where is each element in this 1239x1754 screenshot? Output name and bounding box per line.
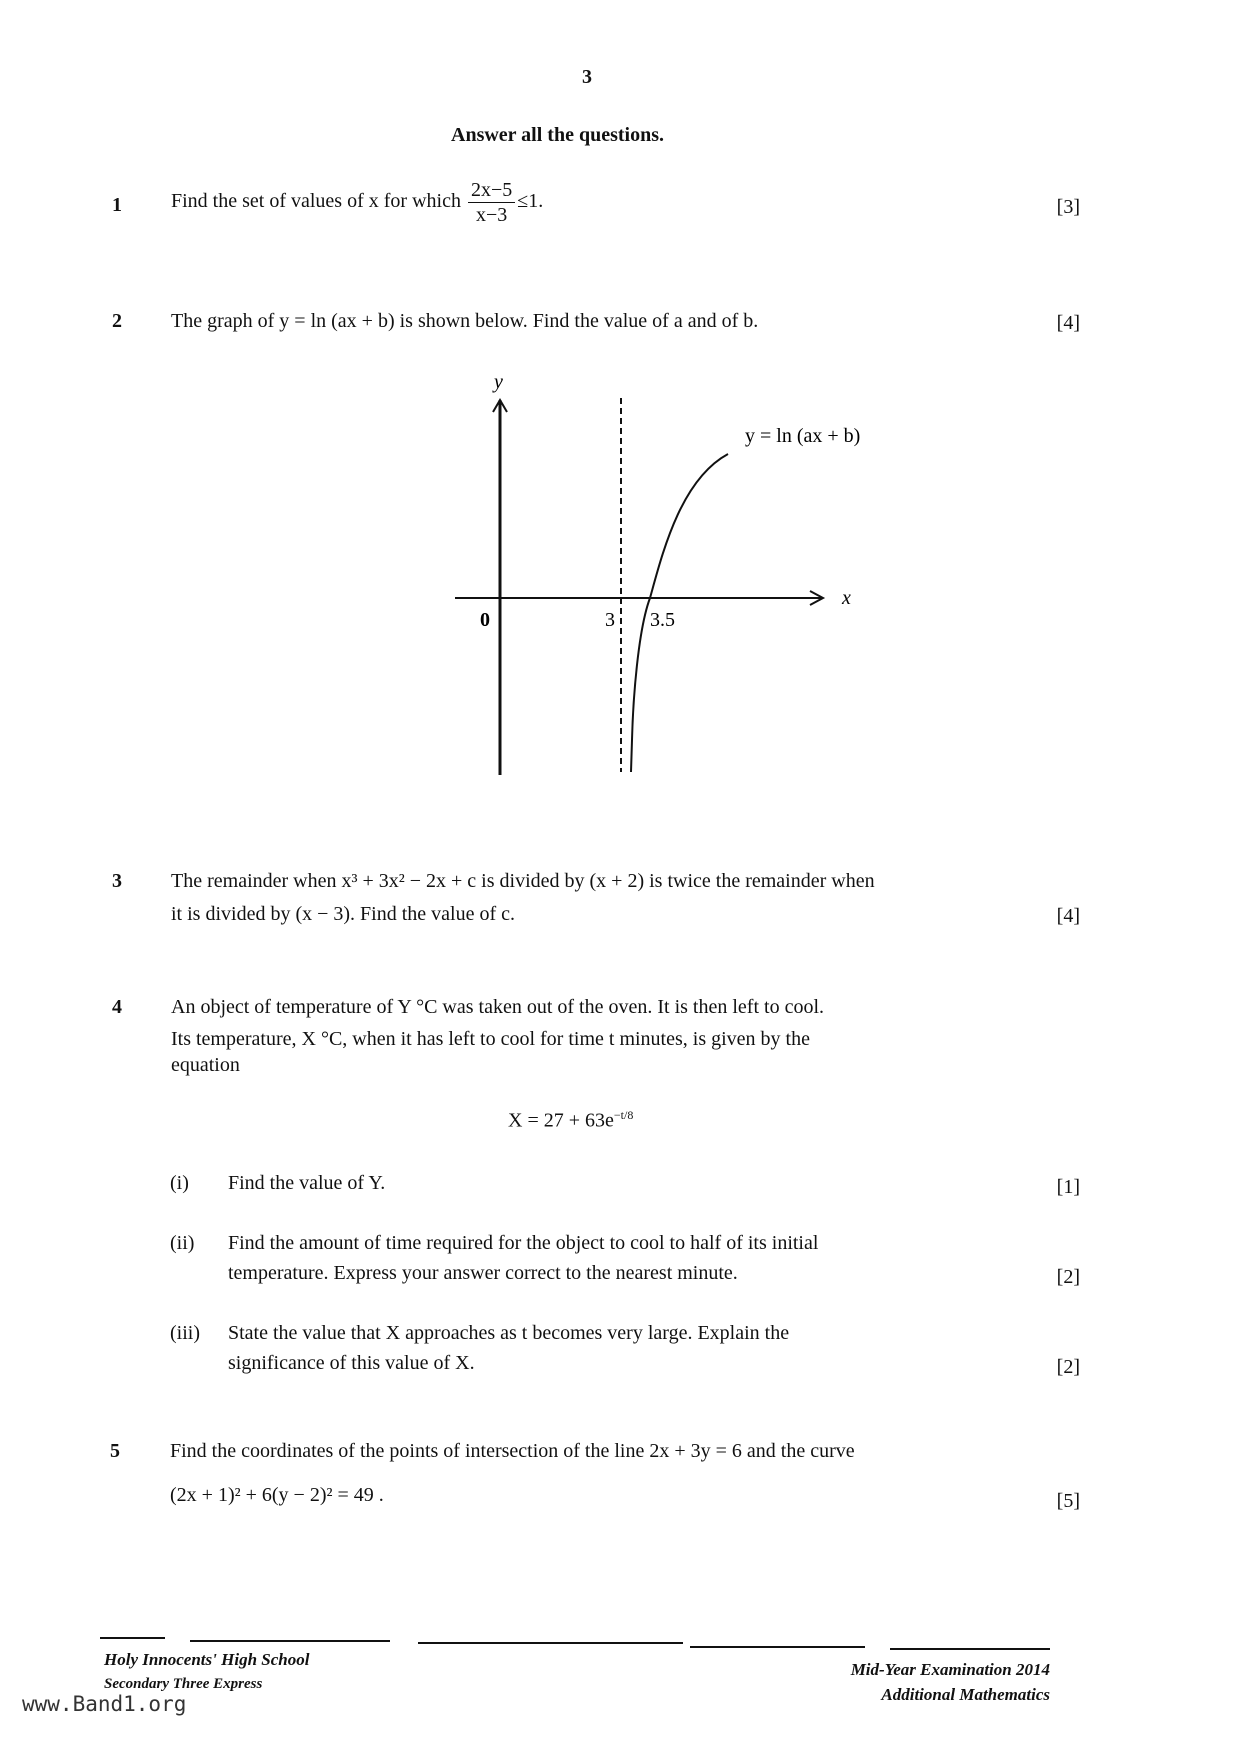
marks: [4] xyxy=(1056,312,1080,334)
fraction-numerator: 2x−5 xyxy=(468,178,515,203)
footer-exam: Mid-Year Examination 2014 xyxy=(850,1660,1050,1679)
origin-label: 0 xyxy=(480,609,490,631)
footer-rule xyxy=(100,1637,165,1639)
x-axis-label: x xyxy=(842,587,851,609)
footer-level: Secondary Three Express xyxy=(104,1676,263,1692)
marks: [4] xyxy=(1056,905,1080,927)
instructions-heading: Answer all the questions. xyxy=(451,124,664,146)
footer-school: Holy Innocents' High School xyxy=(104,1650,310,1669)
watermark: www.Band1.org xyxy=(22,1692,187,1716)
question-number: 2 xyxy=(112,310,122,332)
question-text-line: (2x + 1)² + 6(y − 2)² = 49 . xyxy=(170,1484,384,1506)
equation xyxy=(508,1108,633,1133)
footer-rule xyxy=(890,1648,1050,1650)
equation-main: X = 27 + 63e xyxy=(508,1109,614,1132)
equation-exponent: −t/8 xyxy=(613,1108,634,1122)
marks: [3] xyxy=(1056,196,1080,218)
question-text-line: The remainder when x³ + 3x² − 2x + c is divided by (x + 2) is twice the remainder when xyxy=(171,870,875,892)
footer-rule xyxy=(690,1646,865,1648)
question-text-lead: Find the set of values of x for which xyxy=(171,190,461,213)
y-axis-label: y xyxy=(494,371,503,393)
asymptote-label: 3 xyxy=(605,609,615,631)
marks: [2] xyxy=(1056,1266,1080,1288)
question-text-line: Its temperature, X °C, when it has left to cool for time t minutes, is given by the xyxy=(171,1028,810,1050)
part-text: Find the amount of time required for the object to cool to half of its initial xyxy=(228,1232,819,1254)
part-label: (iii) xyxy=(170,1322,200,1344)
question-number: 1 xyxy=(112,194,122,216)
ln-curve xyxy=(631,454,728,772)
marks: [5] xyxy=(1056,1490,1080,1512)
fraction-denominator: x−3 xyxy=(475,204,508,226)
question-text: The graph of y = ln (ax + b) is shown below. Find the value of a and of b. xyxy=(171,310,759,332)
part-text: State the value that X approaches as t becomes very large. Explain the xyxy=(228,1322,790,1344)
question-text-line: it is divided by (x − 3). Find the value of c. xyxy=(171,903,516,925)
question-number: 5 xyxy=(110,1440,120,1462)
footer-rule xyxy=(190,1640,390,1642)
question-text-line: An object of temperature of Y °C was taken out of the oven. It is then left to cool. xyxy=(171,996,824,1018)
footer-subject: Additional Mathematics xyxy=(881,1685,1050,1704)
question-number: 4 xyxy=(112,996,122,1018)
part-text: temperature. Express your answer correct to the nearest minute. xyxy=(228,1262,738,1284)
part-label: (ii) xyxy=(170,1232,195,1254)
part-label: (i) xyxy=(170,1172,189,1194)
inequality: ≤1. xyxy=(517,190,544,213)
curve-label: y = ln (ax + b) xyxy=(745,425,861,447)
part-text: Find the value of Y. xyxy=(228,1172,386,1194)
question-text-line: equation xyxy=(171,1054,240,1076)
marks: [1] xyxy=(1056,1176,1080,1198)
ln-graph xyxy=(0,0,1239,820)
part-text: significance of this value of X. xyxy=(228,1352,475,1374)
question-number: 3 xyxy=(112,870,122,892)
intercept-label: 3.5 xyxy=(650,609,675,631)
page-number: 3 xyxy=(582,66,592,88)
marks: [2] xyxy=(1056,1356,1080,1378)
question-text-line: Find the coordinates of the points of intersection of the line 2x + 3y = 6 and the curve xyxy=(170,1440,855,1462)
footer-rule xyxy=(418,1642,683,1644)
